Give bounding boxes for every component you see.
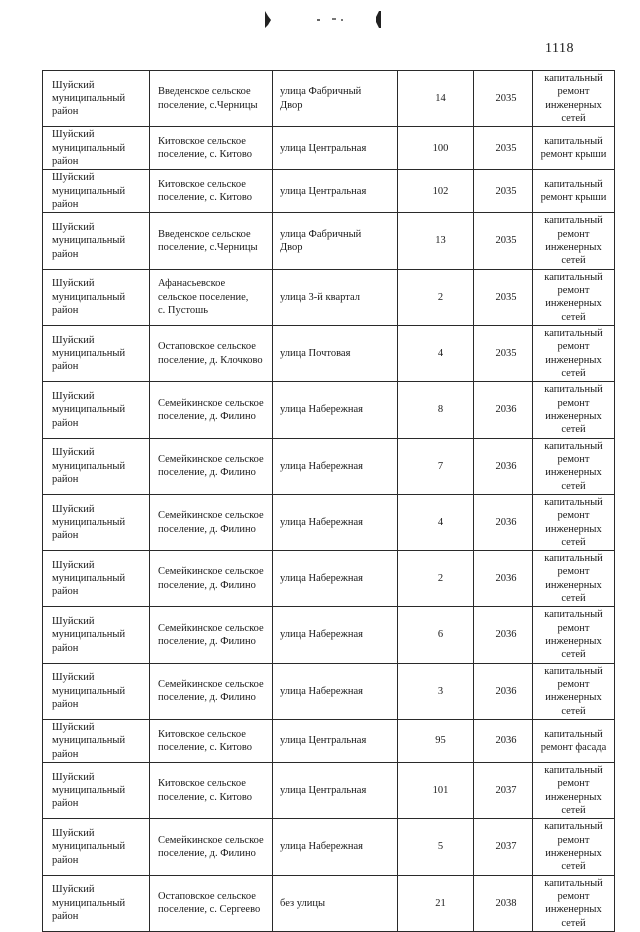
street-cell-text: улица Фабричный Двор: [280, 228, 362, 253]
work-type-cell: [533, 663, 615, 719]
table-row: [43, 875, 615, 931]
street-cell-text: улица Набережная: [280, 460, 363, 472]
district-cell: [43, 71, 150, 127]
street-cell-text: улица Набережная: [280, 629, 363, 641]
year-cell: [474, 127, 533, 170]
year-cell: [474, 663, 533, 719]
house-number-cell-text: 2: [437, 573, 444, 585]
district-cell: [43, 438, 150, 494]
house-number-cell-text: 4: [437, 516, 444, 528]
district-cell: [43, 127, 150, 170]
settlement-cell: [150, 494, 273, 550]
district-cell: [43, 213, 150, 269]
table-row: [43, 213, 615, 269]
district-cell-text: Шуйский муниципальный район: [52, 503, 126, 542]
year-cell-text: 2036: [495, 460, 517, 472]
work-type-cell-text: капитальный ремонт инженерных сетей: [544, 384, 603, 436]
year-cell-text: 2035: [495, 185, 517, 197]
work-type-cell-text: капитальный ремонт инженерных сетей: [544, 765, 603, 817]
district-cell-text: Шуйский муниципальный район: [52, 447, 126, 485]
year-cell-text: 2037: [495, 841, 517, 853]
work-type-cell: [533, 325, 615, 381]
street-cell-text: улица Набережная: [280, 573, 363, 585]
street-cell: [273, 607, 398, 663]
district-cell: [43, 720, 150, 763]
district-cell-text: Шуйский муниципальный район: [52, 172, 126, 210]
district-cell-text: Шуйский муниципальный район: [52, 828, 126, 866]
work-type-cell: [533, 438, 615, 494]
work-type-cell-text: капитальный ремонт инженерных сетей: [544, 73, 603, 124]
street-cell: [273, 127, 398, 170]
district-cell: [43, 663, 150, 719]
work-type-cell-text: капитальный ремонт инженерных сетей: [544, 877, 603, 929]
district-cell: [43, 551, 150, 607]
year-cell-text: 2036: [495, 573, 517, 585]
house-number-cell-text: 2: [437, 291, 444, 303]
settlement-cell-text: Семейкинское сельское поселение, д. Филино: [158, 834, 264, 860]
house-number-cell: [398, 325, 474, 381]
house-number-cell-text: 101: [432, 785, 449, 797]
settlement-cell-text: Китовское сельское поселение, с. Китово: [158, 178, 252, 204]
year-cell: [474, 551, 533, 607]
district-cell-text: Шуйский муниципальный район: [52, 884, 126, 923]
work-type-cell-text: капитальный ремонт фасада: [540, 728, 607, 754]
year-cell-text: 2036: [495, 516, 517, 528]
work-type-cell-text: капитальный ремонт инженерных сетей: [544, 215, 603, 267]
settlement-cell-text: Остаповское сельское поселение, с. Сергеево: [158, 891, 261, 916]
house-number-cell: [398, 438, 474, 494]
table-row: [43, 382, 615, 438]
year-cell-text: 2035: [495, 142, 517, 154]
house-number-cell: [398, 607, 474, 663]
table-row: [43, 325, 615, 381]
settlement-cell-text: Семейкинское сельское поселение, д. Филино: [158, 679, 264, 704]
year-cell: [474, 875, 533, 931]
table-row: [43, 71, 615, 127]
table-row: [43, 269, 615, 325]
house-number-cell: [398, 213, 474, 269]
year-cell-text: 2036: [495, 685, 517, 697]
work-type-cell: [533, 170, 615, 213]
district-cell: [43, 763, 150, 819]
district-cell-text: Шуйский муниципальный район: [52, 334, 126, 373]
house-number-cell: [398, 71, 474, 127]
street-cell-text: улица Центральная: [280, 142, 367, 154]
street-cell-text: улица Центральная: [280, 185, 367, 197]
house-number-cell: [398, 720, 474, 763]
settlement-cell: [150, 819, 273, 875]
district-cell-text: Шуйский муниципальный район: [52, 559, 126, 598]
settlement-cell: [150, 269, 273, 325]
settlement-cell: [150, 607, 273, 663]
settlement-cell-text: Китовское сельское поселение, с. Китово: [158, 728, 252, 754]
settlement-cell: [150, 551, 273, 607]
settlement-cell: [150, 720, 273, 763]
work-type-cell-text: капитальный ремонт инженерных сетей: [544, 665, 603, 717]
work-type-cell: [533, 269, 615, 325]
district-cell-text: Шуйский муниципальный район: [52, 616, 126, 654]
work-type-cell: [533, 71, 615, 127]
settlement-cell: [150, 875, 273, 931]
street-cell: [273, 494, 398, 550]
year-cell-text: 2035: [495, 235, 517, 247]
street-cell: [273, 720, 398, 763]
work-type-cell: [533, 551, 615, 607]
table-row: [43, 551, 615, 607]
settlement-cell-text: Семейкинское сельское поселение, д. Филино: [158, 453, 264, 479]
table-row: [43, 127, 615, 170]
table-row: [43, 607, 615, 663]
work-type-cell: [533, 382, 615, 438]
year-cell-text: 2035: [495, 291, 517, 303]
house-number-cell-text: 21: [435, 897, 446, 909]
district-cell: [43, 269, 150, 325]
district-cell: [43, 875, 150, 931]
work-type-cell-text: капитальный ремонт инженерных сетей: [544, 327, 603, 379]
dot-mark: [332, 18, 336, 20]
work-type-cell-text: капитальный ремонт инженерных сетей: [544, 553, 603, 605]
district-cell-text: Шуйский муниципальный район: [52, 722, 126, 760]
work-type-cell-text: капитальный ремонт инженерных сетей: [544, 440, 603, 492]
year-cell-text: 2036: [495, 735, 517, 747]
year-cell: [474, 325, 533, 381]
settlement-cell: [150, 127, 273, 170]
house-number-cell-text: 8: [437, 404, 444, 416]
house-number-cell: [398, 170, 474, 213]
district-cell-text: Шуйский муниципальный район: [52, 221, 126, 260]
district-cell-text: Шуйский муниципальный район: [52, 79, 126, 118]
table-row: [43, 720, 615, 763]
settlement-cell-text: Китовское сельское поселение, с. Китово: [158, 135, 252, 161]
district-cell-text: Шуйский муниципальный район: [52, 129, 126, 167]
street-cell-text: улица Центральная: [280, 735, 367, 747]
district-cell: [43, 494, 150, 550]
settlement-cell: [150, 438, 273, 494]
work-type-cell: [533, 720, 615, 763]
year-cell: [474, 382, 533, 438]
work-type-cell-text: капитальный ремонт крыши: [540, 178, 607, 204]
house-number-cell-text: 102: [432, 185, 449, 197]
district-cell-text: Шуйский муниципальный район: [52, 390, 126, 429]
year-cell-text: 2036: [495, 404, 517, 416]
work-type-cell: [533, 875, 615, 931]
table-row: [43, 170, 615, 213]
district-cell: [43, 382, 150, 438]
year-cell: [474, 607, 533, 663]
settlement-cell: [150, 170, 273, 213]
repair-schedule-table: [42, 70, 615, 932]
year-cell-text: 2036: [495, 629, 517, 641]
street-cell: [273, 551, 398, 607]
street-cell-text: улица 3-й квартал: [280, 291, 360, 303]
street-cell: [273, 382, 398, 438]
street-cell: [273, 819, 398, 875]
left-bracket-mark: [265, 11, 271, 28]
settlement-cell-text: Остаповское сельское поселение, д. Клочково: [158, 341, 263, 366]
work-type-cell: [533, 494, 615, 550]
house-number-cell-text: 13: [435, 235, 446, 247]
street-cell-text: улица Почтовая: [280, 347, 351, 359]
district-cell: [43, 607, 150, 663]
settlement-cell-text: Семейкинское сельское поселение, д. Филино: [158, 397, 264, 422]
work-type-cell-text: капитальный ремонт инженерных сетей: [544, 271, 603, 323]
street-cell-text: улица Набережная: [280, 685, 363, 697]
settlement-cell-text: Семейкинское сельское поселение, д. Филино: [158, 510, 264, 535]
work-type-cell: [533, 763, 615, 819]
settlement-cell-text: Семейкинское сельское поселение, д. Филино: [158, 566, 264, 591]
year-cell: [474, 71, 533, 127]
street-cell-text: улица Набережная: [280, 516, 363, 528]
settlement-cell: [150, 213, 273, 269]
house-number-cell: [398, 875, 474, 931]
work-type-cell-text: капитальный ремонт инженерных сетей: [544, 609, 603, 661]
district-cell-text: Шуйский муниципальный район: [52, 278, 126, 316]
street-cell-text: улица Центральная: [280, 785, 367, 797]
street-cell-text: улица Фабричный Двор: [280, 86, 362, 111]
district-cell: [43, 170, 150, 213]
year-cell: [474, 170, 533, 213]
district-cell-text: Шуйский муниципальный район: [52, 672, 126, 711]
table-row: [43, 663, 615, 719]
house-number-cell-text: 7: [437, 460, 444, 472]
street-cell: [273, 325, 398, 381]
street-cell: [273, 438, 398, 494]
street-cell: [273, 663, 398, 719]
work-type-cell-text: капитальный ремонт инженерных сетей: [544, 496, 603, 548]
year-cell: [474, 720, 533, 763]
table-row: [43, 438, 615, 494]
settlement-cell: [150, 382, 273, 438]
street-cell: [273, 71, 398, 127]
work-type-cell: [533, 607, 615, 663]
table-row: [43, 819, 615, 875]
settlement-cell-text: Китовское сельское поселение, с. Китово: [158, 778, 252, 803]
house-number-cell-text: 95: [435, 735, 446, 747]
street-cell: [273, 875, 398, 931]
street-cell-text: улица Набережная: [280, 841, 363, 853]
settlement-cell: [150, 71, 273, 127]
street-cell-text: без улицы: [280, 897, 326, 909]
year-cell-text: 2037: [495, 785, 517, 797]
page-number: 1118: [545, 41, 574, 56]
house-number-cell-text: 4: [437, 347, 444, 359]
work-type-cell: [533, 127, 615, 170]
house-number-cell-text: 3: [437, 685, 444, 697]
year-cell-text: 2038: [495, 897, 517, 909]
year-cell: [474, 269, 533, 325]
year-cell: [474, 438, 533, 494]
house-number-cell: [398, 819, 474, 875]
settlement-cell: [150, 763, 273, 819]
dot-mark: [341, 19, 343, 21]
house-number-cell: [398, 763, 474, 819]
work-type-cell: [533, 819, 615, 875]
settlement-cell: [150, 663, 273, 719]
house-number-cell: [398, 382, 474, 438]
district-cell: [43, 325, 150, 381]
street-cell: [273, 213, 398, 269]
scan-artifact-marks: [255, 8, 395, 30]
settlement-cell-text: Афанасьевское сельское поселение, с. Пустошь: [158, 278, 249, 316]
street-cell: [273, 269, 398, 325]
table-row: [43, 494, 615, 550]
house-number-cell: [398, 127, 474, 170]
house-number-cell-text: 14: [435, 92, 446, 104]
house-number-cell: [398, 494, 474, 550]
year-cell: [474, 213, 533, 269]
work-type-cell: [533, 213, 615, 269]
house-number-cell-text: 6: [437, 629, 444, 641]
work-type-cell-text: капитальный ремонт инженерных сетей: [544, 821, 603, 873]
house-number-cell: [398, 269, 474, 325]
district-cell: [43, 819, 150, 875]
year-cell: [474, 819, 533, 875]
settlement-cell-text: Введенское сельское поселение, с.Черницы: [158, 86, 258, 111]
house-number-cell-text: 100: [432, 142, 449, 154]
year-cell-text: 2035: [495, 347, 517, 359]
year-cell: [474, 763, 533, 819]
settlement-cell-text: Семейкинское сельское поселение, д. Филино: [158, 622, 264, 648]
year-cell-text: 2035: [495, 92, 517, 104]
house-number-cell-text: 5: [437, 841, 444, 853]
district-cell-text: Шуйский муниципальный район: [52, 771, 126, 810]
dot-mark: [317, 19, 320, 21]
house-number-cell: [398, 551, 474, 607]
year-cell: [474, 494, 533, 550]
work-type-cell-text: капитальный ремонт крыши: [540, 135, 607, 161]
street-cell-text: улица Набережная: [280, 404, 363, 416]
settlement-cell: [150, 325, 273, 381]
right-bracket-mark: [376, 11, 381, 28]
house-number-cell: [398, 663, 474, 719]
street-cell: [273, 763, 398, 819]
street-cell: [273, 170, 398, 213]
settlement-cell-text: Введенское сельское поселение, с.Черницы: [158, 228, 258, 253]
table-row: [43, 763, 615, 819]
